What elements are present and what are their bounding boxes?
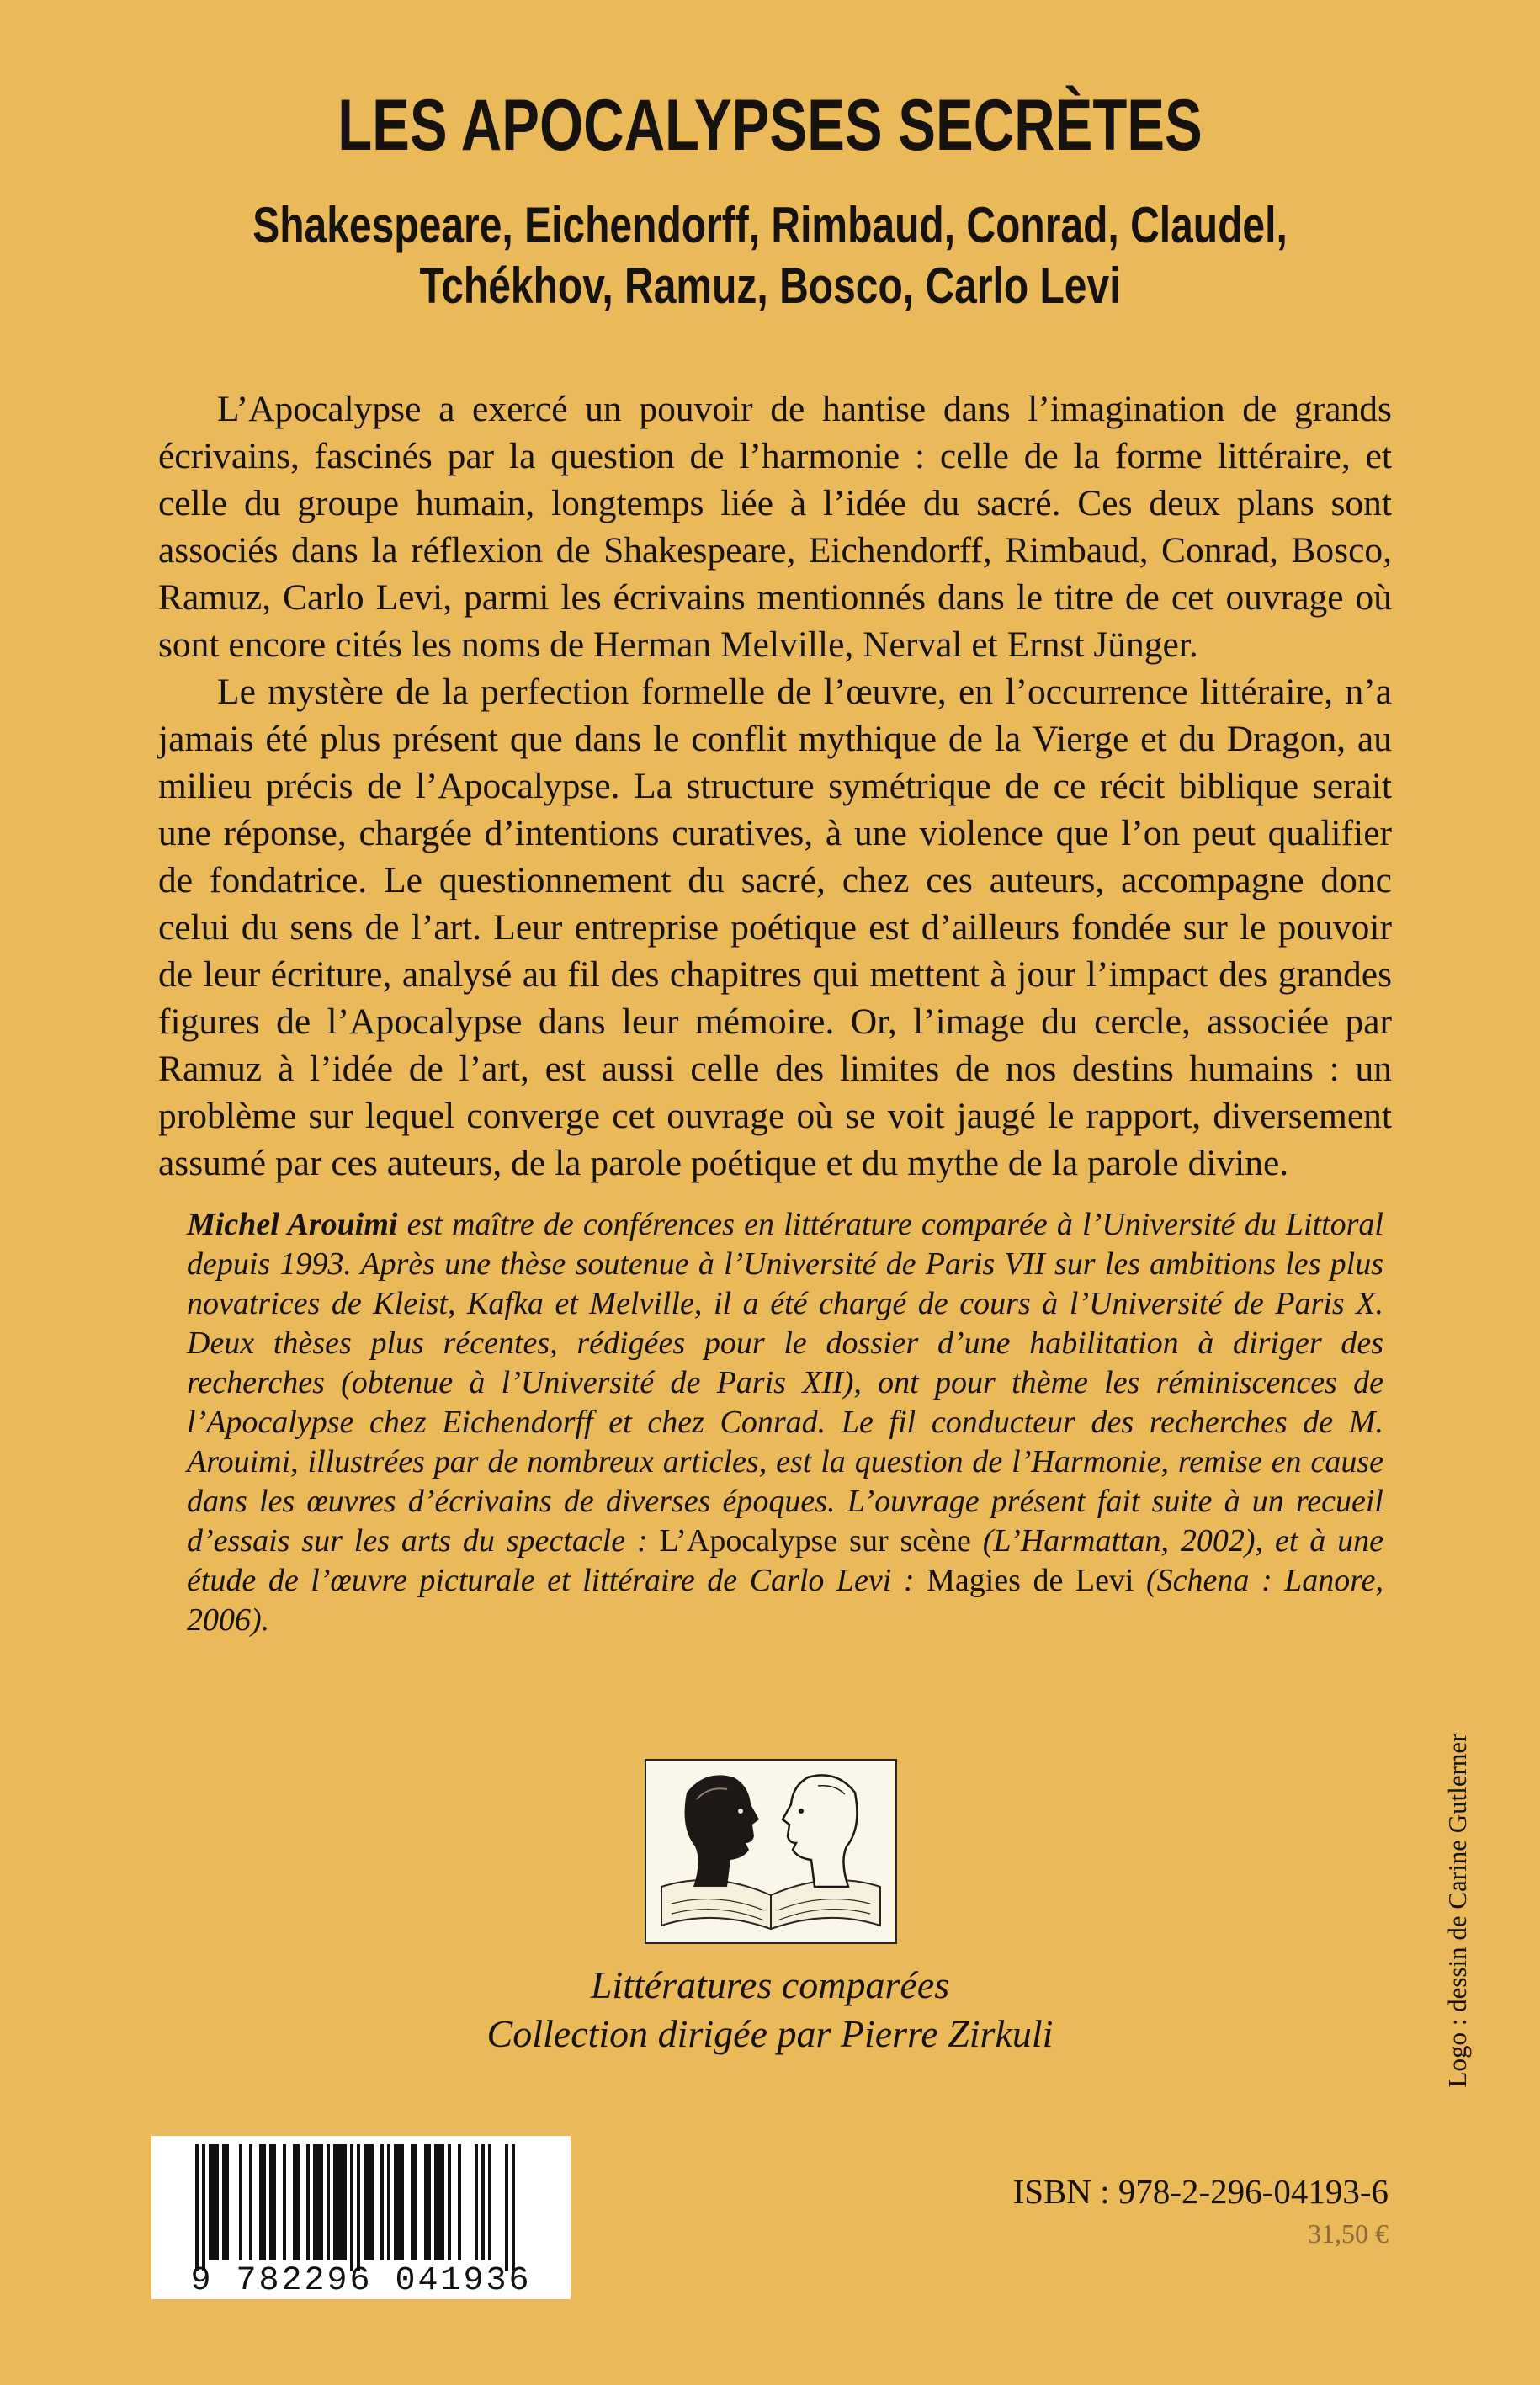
barcode-bar xyxy=(488,2144,491,2260)
barcode-bar xyxy=(215,2144,219,2260)
collection-info xyxy=(0,1961,1540,2058)
barcode-bar xyxy=(269,2144,273,2260)
barcode-bar xyxy=(411,2144,414,2260)
barcode-bar xyxy=(475,2144,478,2260)
book-subtitle xyxy=(154,195,1386,316)
subtitle-line: Tchékhov, Ramuz, Bosco, Carlo Levi xyxy=(419,258,1121,314)
barcode-bar xyxy=(320,2144,323,2260)
bio-text: (L’Harmattan, 2002), et à une étude de l’œuvre picturale et littéraire de Carlo Levi : xyxy=(187,1523,1383,1598)
barcode-bar xyxy=(394,2144,397,2260)
bio-book-title: L’Apocalypse sur scène xyxy=(659,1523,971,1559)
barcode-bar xyxy=(448,2144,451,2260)
collection-editor: Collection dirigée par Pierre Zirkuli xyxy=(486,2012,1054,2055)
barcode-bar xyxy=(434,2144,438,2260)
barcode-bar xyxy=(222,2144,226,2260)
book-title: LES APOCALYPSES SECRÈTES xyxy=(337,85,1203,166)
barcode-bar xyxy=(293,2144,296,2260)
barcode-bar xyxy=(397,2144,401,2260)
barcode-bar xyxy=(414,2144,417,2260)
barcode-bar xyxy=(340,2144,343,2260)
barcode-bar xyxy=(370,2144,374,2260)
barcode-bar xyxy=(458,2144,461,2260)
barcode-bar xyxy=(327,2144,330,2260)
barcode-digits: 9 782296 041936 xyxy=(190,2262,532,2299)
barcode-bar xyxy=(481,2144,485,2260)
barcode-bar xyxy=(367,2144,370,2260)
barcode-bar xyxy=(401,2144,404,2260)
logo-credit xyxy=(1441,1692,1474,2129)
barcode-bars xyxy=(151,2136,571,2299)
barcode-bar xyxy=(350,2144,353,2271)
barcode-bar xyxy=(306,2144,310,2260)
blurb-paragraph: Le mystère de la perfection formelle de l’œuvre, en l’occurrence littéraire, n’a jamais été plus présent que dans le conflit mythique de la Vierge et du Dragon, au milieu précis de l’Apocalypse. La structure symétrique de ce récit biblique serait une réponse, chargée d’intentions curatives, à une violence que l’on peut qualifier de fondatrice. Le questionnement du sacré, chez ces auteurs, accompagne donc celui du sens de l’art. Leur entreprise poétique est d’ailleurs fondée sur le pouvoir de leur écriture, analysé au fil des chapitres qui mettent à jour l’impact des grandes figures de l’Apocalypse dans leur mémoire. Or, l’image du cercle, associée par Ramuz à l’idée de l’art, est aussi celle des limites de nos destins humains : un problème sur lequel converge cet ouvrage où se voit jaugé le rapport, diversement assumé par ces auteurs, de la parole poétique et du mythe de la parole divine. xyxy=(158,672,1392,1183)
barcode-bar xyxy=(296,2144,300,2260)
two-profiles-open-book-logo-icon xyxy=(645,1759,897,1944)
price: 31,50 € xyxy=(1308,2218,1389,2249)
barcode-bar xyxy=(273,2144,276,2260)
barcode-bar xyxy=(239,2144,242,2260)
barcode-bar xyxy=(387,2144,390,2260)
bio-book-title: Magies de Levi xyxy=(927,1563,1134,1598)
barcode-bar xyxy=(249,2144,252,2260)
barcode-bar xyxy=(259,2144,263,2260)
barcode-bar xyxy=(357,2144,360,2271)
barcode-bar xyxy=(441,2144,444,2260)
collection-name: Littératures comparées xyxy=(590,1963,950,2006)
barcode-bar xyxy=(283,2144,286,2260)
barcode-bar xyxy=(337,2144,340,2260)
barcode-bar xyxy=(364,2144,367,2260)
barcode-bar xyxy=(380,2144,384,2260)
barcode-bar xyxy=(333,2144,337,2260)
barcode-bar xyxy=(195,2144,199,2271)
author-bio xyxy=(187,1205,1383,1640)
barcode-bar xyxy=(202,2144,205,2271)
barcode-bar xyxy=(427,2144,431,2260)
barcode-bar xyxy=(212,2144,215,2260)
author-name: Michel Arouimi xyxy=(187,1207,398,1242)
subtitle-line: Shakespeare, Eichendorff, Rimbaud, Conrad, Claudel, xyxy=(252,197,1288,253)
barcode-bar xyxy=(263,2144,266,2260)
barcode-bar xyxy=(438,2144,441,2260)
barcode-bar xyxy=(209,2144,212,2260)
barcode-bar xyxy=(424,2144,427,2260)
logo-credit-text: Logo : dessin de Carine Gutlerner xyxy=(1442,1733,1472,2088)
barcode-bar xyxy=(226,2144,229,2260)
blurb xyxy=(158,385,1392,1187)
blurb-paragraph: L’Apocalypse a exercé un pouvoir de hantise dans l’imagination de grands écrivains, fascinés par la question de l’harmonie : celle de la forme littéraire, et celle du groupe humain, longtemps liée à l’idée du sacré. Ces deux plans sont associés dans la réflexion de Shakespeare, Eichendorff, Rimbaud, Conrad, Bosco, Ramuz, Carlo Levi, parmi les écrivains mentionnés dans le titre de cet ouvrage où sont encore cités les noms de Herman Melville, Nerval et Ernst Jünger. xyxy=(158,389,1392,665)
barcode-bar xyxy=(316,2144,320,2260)
barcode-bar xyxy=(343,2144,347,2260)
bio-text: (Schena : Lanore, 2006). xyxy=(187,1563,1384,1638)
barcode-bar xyxy=(313,2144,316,2260)
barcode-bar xyxy=(512,2144,515,2271)
barcode xyxy=(151,2136,571,2299)
barcode-bar xyxy=(505,2144,508,2271)
isbn: ISBN : 978-2-296-04193-6 xyxy=(1012,2172,1389,2211)
bio-text: est maître de conférences en littérature comparée à l’Université du Littoral depuis 1993. Après une thèse soutenue à l’Université de Paris VII sur les ambitions les plus novatrices de Kleist, Kafka et Melville, il a été chargé de cours à l’Université de Paris X. Deux thèses plus récentes, rédigées pour le dossier d’une habilitation à diriger des recherches (obtenue à l’Université de Paris XII), ont pour thème les réminiscences de l’Apocalypse chez Eichendorff et chez Conrad. Le fil conducteur des recherches de M. Arouimi, illustrées par de nombreux articles, est la question de l’Harmonie, remise en cause dans les œuvres d’écrivains de diverses époques. L’ouvrage présent fait suite à un recueil d’essais sur les arts du spectacle : xyxy=(187,1207,1383,1559)
